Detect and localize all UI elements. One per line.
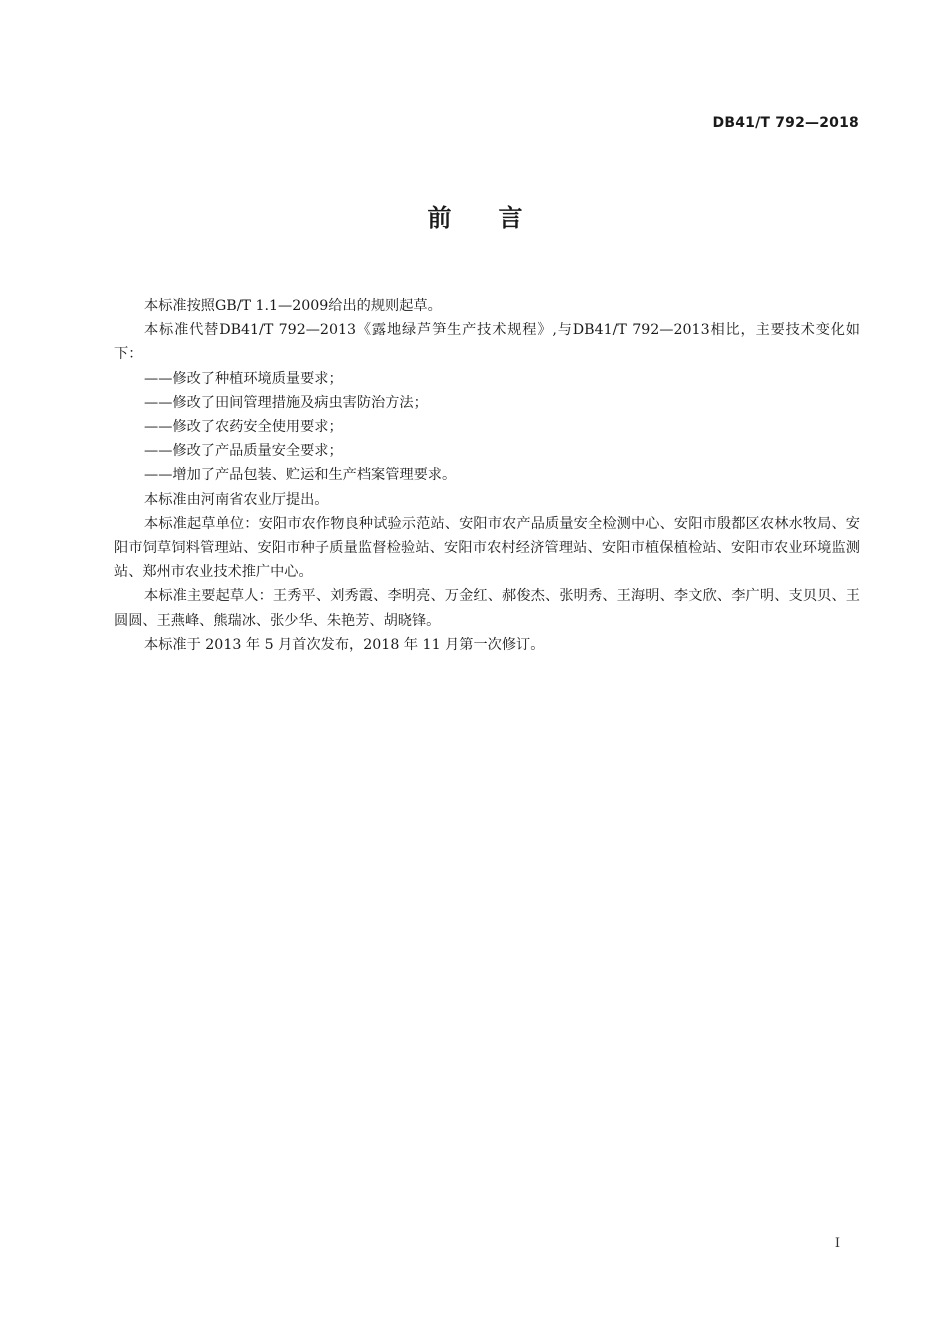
change-item: ——修改了农药安全使用要求； <box>144 419 343 436</box>
change-item: ——增加了产品包装、贮运和生产档案管理要求。 <box>144 467 457 484</box>
paragraph-drafting-rules: 本标准按照GB/T 1.1—2009给出的规则起草。 <box>144 298 442 314</box>
page-number: I <box>834 1236 840 1251</box>
foreword-body <box>114 294 860 657</box>
title-char-2: 言 <box>498 204 523 232</box>
paragraph-release-history: 本标准于 2013 年 5 月首次发布，2018 年 11 月第一次修订。 <box>144 636 545 653</box>
paragraph-proposer: 本标准由河南省农业厅提出。 <box>144 491 329 508</box>
paragraph-replacement: 本标准代替DB41/T 792—2013《露地绿芦笋生产技术规程》,与DB41/T 792—2013相比，主要技术变化如下： <box>114 322 860 363</box>
standard-code: DB41/T 792—2018 <box>712 115 859 131</box>
change-item: ——修改了种植环境质量要求； <box>144 370 343 387</box>
change-item: ——修改了产品质量安全要求； <box>144 443 343 460</box>
paragraph-drafting-units: 本标准起草单位：安阳市农作物良种试验示范站、安阳市农产品质量安全检测中心、安阳市殷都区农林水牧局、安阳市饲草饲料管理站、安阳市种子质量监督检验站、安阳市农村经济管理站、安阳市植保植检站、安阳市农业环境监测站、郑州市农业技术推广中心。 <box>114 515 860 581</box>
change-item: ——修改了田间管理措施及病虫害防治方法； <box>144 394 428 411</box>
paragraph-drafters: 本标准主要起草人：王秀平、刘秀霞、李明亮、万金红、郝俊杰、张明秀、王海明、李文欣、李广明、支贝贝、王圆圆、王燕峰、熊瑞冰、张少华、朱艳芳、胡晓锋。 <box>114 588 860 629</box>
page-title <box>0 198 950 233</box>
title-char-1: 前 <box>427 204 452 232</box>
